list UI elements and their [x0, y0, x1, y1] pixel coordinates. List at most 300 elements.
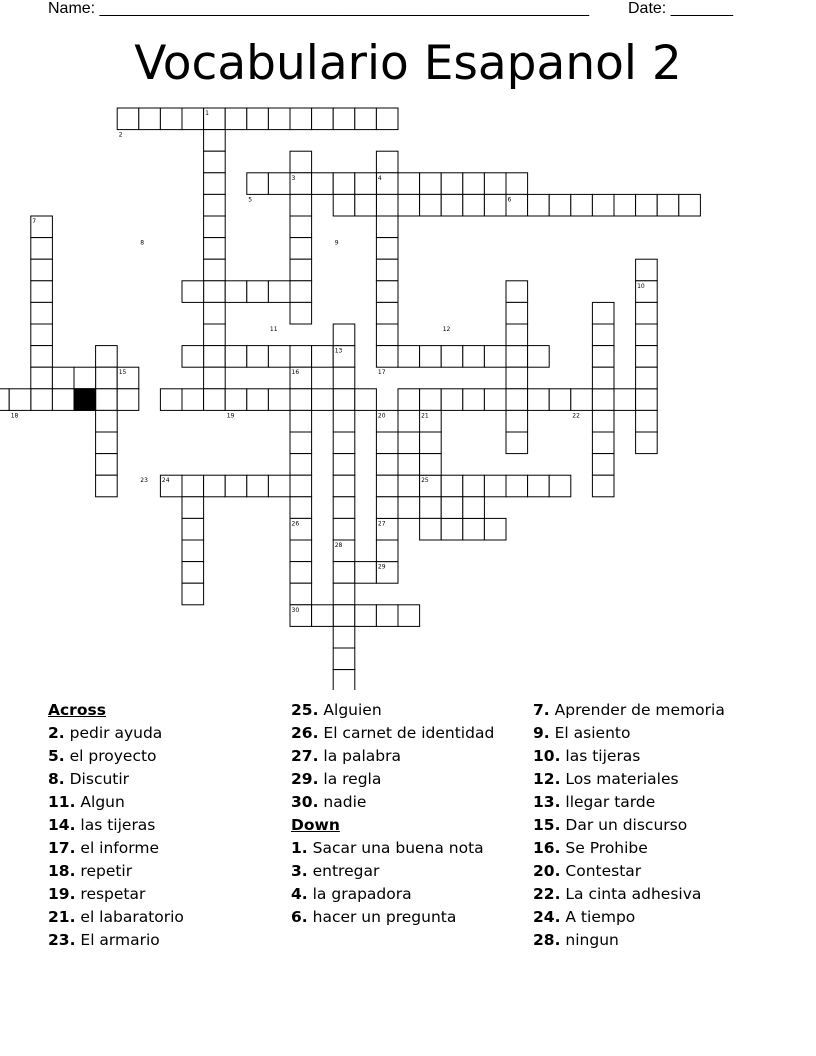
- grid-cell[interactable]: [0, 389, 9, 411]
- clue-number: 12.: [533, 770, 561, 788]
- clue-number: 3.: [291, 862, 308, 880]
- grid-cell[interactable]: [355, 562, 377, 584]
- clue-text: el labaratorio: [80, 908, 184, 926]
- clue-text: la palabra: [323, 747, 401, 765]
- grid-cell[interactable]: [463, 194, 485, 216]
- grid-cell[interactable]: [333, 367, 355, 389]
- grid-cell[interactable]: [636, 302, 658, 324]
- grid-cell[interactable]: [441, 389, 463, 411]
- grid-cell[interactable]: [592, 454, 614, 476]
- grid-cell[interactable]: [333, 497, 355, 519]
- grid-cell[interactable]: [506, 432, 528, 454]
- grid-cell[interactable]: [376, 605, 398, 627]
- grid-cell[interactable]: [225, 346, 247, 368]
- grid-cell[interactable]: [484, 389, 506, 411]
- grid-cell[interactable]: [376, 346, 398, 368]
- grid-cell[interactable]: [398, 432, 420, 454]
- grid-cell[interactable]: [204, 346, 226, 368]
- grid-cell[interactable]: [636, 346, 658, 368]
- clue-text: la regla: [323, 770, 382, 788]
- down-clue: [533, 930, 773, 951]
- grid-cell[interactable]: [204, 130, 226, 152]
- grid-cell[interactable]: [333, 194, 355, 216]
- grid-cell[interactable]: [290, 194, 312, 216]
- grid-cell[interactable]: [463, 389, 485, 411]
- grid-cell[interactable]: [592, 346, 614, 368]
- grid-cell[interactable]: [96, 475, 118, 497]
- clue-number: 13.: [533, 793, 561, 811]
- grid-cell[interactable]: [333, 648, 355, 670]
- grid-cell[interactable]: [204, 216, 226, 238]
- grid-cell[interactable]: [204, 475, 226, 497]
- grid-cell[interactable]: [506, 302, 528, 324]
- grid-cell[interactable]: [333, 583, 355, 605]
- grid-cell[interactable]: [96, 367, 118, 389]
- grid-cell[interactable]: [204, 367, 226, 389]
- grid-cell[interactable]: [52, 389, 74, 411]
- grid-cell[interactable]: [182, 346, 204, 368]
- grid-cell[interactable]: [290, 410, 312, 432]
- down-clue-list-continued: [533, 700, 773, 951]
- down-clue: [533, 746, 773, 767]
- across-clue: [48, 815, 278, 836]
- grid-cell[interactable]: [484, 518, 506, 540]
- clue-number: 25: [421, 477, 429, 485]
- grid-cell[interactable]: [528, 346, 550, 368]
- grid-cell[interactable]: [31, 389, 53, 411]
- grid-cell[interactable]: [247, 475, 269, 497]
- grid-cell[interactable]: [441, 518, 463, 540]
- across-clue: [291, 700, 521, 721]
- clue-number: 15.: [533, 816, 561, 834]
- clue-number: 19.: [48, 885, 76, 903]
- grid-cell[interactable]: [31, 367, 53, 389]
- grid-cell[interactable]: [592, 410, 614, 432]
- grid-cell[interactable]: [290, 475, 312, 497]
- grid-cell[interactable]: [204, 259, 226, 281]
- clue-text: entregar: [312, 862, 380, 880]
- clue-text: pedir ayuda: [69, 724, 163, 742]
- grid-cell[interactable]: [268, 346, 290, 368]
- grid-cell[interactable]: [506, 324, 528, 346]
- grid-cell[interactable]: [441, 173, 463, 195]
- grid-cell[interactable]: [420, 454, 442, 476]
- clue-number: 2: [118, 131, 123, 139]
- grid-cell[interactable]: [355, 173, 377, 195]
- grid-cell[interactable]: [506, 389, 528, 411]
- grid-cell[interactable]: [31, 238, 53, 260]
- clue-column-1: [48, 700, 278, 953]
- grid-cell[interactable]: [139, 108, 161, 130]
- grid-cell[interactable]: [614, 389, 636, 411]
- clue-number: 26.: [291, 724, 319, 742]
- clue-number: 20: [377, 412, 386, 420]
- across-clue: [48, 723, 278, 744]
- grid-cell[interactable]: [333, 324, 355, 346]
- grid-cell[interactable]: [312, 346, 334, 368]
- grid-cell[interactable]: [333, 605, 355, 627]
- grid-cell[interactable]: [376, 259, 398, 281]
- grid-cell[interactable]: [117, 108, 139, 130]
- grid-cell[interactable]: [268, 475, 290, 497]
- grid-cell[interactable]: [290, 389, 312, 411]
- across-clue-list-continued: [291, 700, 521, 813]
- grid-cell[interactable]: [614, 194, 636, 216]
- clue-number: 10.: [533, 747, 561, 765]
- down-clue: [291, 907, 521, 928]
- clue-number: 11: [269, 326, 278, 333]
- clue-number: 5.: [48, 747, 65, 765]
- clue-number: 17.: [48, 839, 76, 857]
- grid-cell[interactable]: [398, 173, 420, 195]
- grid-cell[interactable]: [398, 454, 420, 476]
- grid-cell[interactable]: [74, 367, 96, 389]
- grid-cell[interactable]: [290, 259, 312, 281]
- grid-cell[interactable]: [679, 194, 701, 216]
- grid-cell[interactable]: [528, 194, 550, 216]
- grid-cell[interactable]: [506, 367, 528, 389]
- grid-cell[interactable]: [290, 151, 312, 173]
- grid-cell[interactable]: [636, 367, 658, 389]
- across-clue: [48, 838, 278, 859]
- grid-cell[interactable]: [9, 389, 31, 411]
- grid-cell[interactable]: [549, 389, 571, 411]
- grid-cell[interactable]: [420, 173, 442, 195]
- grid-cell[interactable]: [204, 194, 226, 216]
- grid-cell[interactable]: [96, 454, 118, 476]
- across-clue: [291, 746, 521, 767]
- grid-cell[interactable]: [290, 540, 312, 562]
- grid-cell[interactable]: [657, 194, 679, 216]
- clue-number: 29.: [291, 770, 319, 788]
- grid-cell[interactable]: [636, 432, 658, 454]
- grid-cell[interactable]: [592, 194, 614, 216]
- grid-cell[interactable]: [182, 497, 204, 519]
- clue-text: Sacar una buena nota: [312, 839, 484, 857]
- across-clue: [48, 792, 278, 813]
- clue-number: 30: [291, 606, 300, 614]
- clue-number: 27.: [291, 747, 319, 765]
- grid-cell[interactable]: [290, 432, 312, 454]
- date-field[interactable]: Date: _______: [628, 0, 733, 17]
- clue-number: 19: [226, 412, 235, 420]
- grid-cell[interactable]: [376, 475, 398, 497]
- grid-cell[interactable]: [290, 302, 312, 324]
- clue-number: 28: [334, 542, 343, 549]
- clue-number: 22.: [533, 885, 561, 903]
- grid-cell[interactable]: [355, 389, 377, 411]
- down-clue: [533, 792, 773, 813]
- grid-cell[interactable]: [290, 108, 312, 130]
- clue-number: 30.: [291, 793, 319, 811]
- grid-cell[interactable]: [117, 389, 139, 411]
- clue-number: 28.: [533, 931, 561, 949]
- grid-cell[interactable]: [225, 108, 247, 130]
- grid-cell[interactable]: [333, 410, 355, 432]
- across-clue: [291, 723, 521, 744]
- grid-cell[interactable]: [420, 497, 442, 519]
- grid-cell[interactable]: [571, 194, 593, 216]
- grid-cell[interactable]: [204, 238, 226, 260]
- across-heading: Across: [48, 701, 106, 719]
- grid-cell[interactable]: [31, 281, 53, 303]
- grid-cell[interactable]: [376, 108, 398, 130]
- clue-text: Dar un discurso: [565, 816, 688, 834]
- grid-cell[interactable]: [528, 475, 550, 497]
- clue-number: 26: [291, 520, 300, 528]
- grid-cell[interactable]: [592, 367, 614, 389]
- grid-cell[interactable]: [376, 281, 398, 303]
- grid-cell[interactable]: [182, 475, 204, 497]
- grid-cell[interactable]: [463, 346, 485, 368]
- grid-cell[interactable]: [420, 389, 442, 411]
- grid-cell[interactable]: [96, 389, 118, 411]
- down-heading: Down: [291, 816, 340, 834]
- clue-number: 1.: [291, 839, 308, 857]
- grid-cell[interactable]: [247, 173, 269, 195]
- grid-cell[interactable]: [333, 173, 355, 195]
- grid-cell[interactable]: [247, 346, 269, 368]
- grid-cell[interactable]: [592, 475, 614, 497]
- clue-text: las tijeras: [565, 747, 641, 765]
- grid-cell[interactable]: [182, 389, 204, 411]
- grid-cell[interactable]: [268, 389, 290, 411]
- grid-cell[interactable]: [204, 151, 226, 173]
- clue-number: 14.: [48, 816, 76, 834]
- grid-cell[interactable]: [182, 108, 204, 130]
- grid-cell[interactable]: [463, 518, 485, 540]
- grid-cell[interactable]: [376, 454, 398, 476]
- grid-cell[interactable]: [592, 389, 614, 411]
- down-clue: [533, 815, 773, 836]
- grid-cell[interactable]: [376, 151, 398, 173]
- clue-number: 10: [637, 282, 645, 290]
- grid-cell[interactable]: [225, 475, 247, 497]
- grid-cell[interactable]: [528, 389, 550, 411]
- clue-number: 7.: [533, 701, 550, 719]
- grid-cell[interactable]: [441, 346, 463, 368]
- down-clue: [533, 838, 773, 859]
- grid-cell[interactable]: [96, 432, 118, 454]
- grid-cell[interactable]: [549, 194, 571, 216]
- clue-number: 8.: [48, 770, 65, 788]
- grid-cell[interactable]: [333, 108, 355, 130]
- clue-text: Los materiales: [565, 770, 679, 788]
- grid-cell[interactable]: [333, 670, 355, 690]
- grid-cell[interactable]: [355, 605, 377, 627]
- grid-cell[interactable]: [484, 173, 506, 195]
- grid-cell[interactable]: [31, 346, 53, 368]
- clue-number: 8: [140, 239, 145, 247]
- grid-cell[interactable]: [376, 302, 398, 324]
- clue-text: El armario: [80, 931, 160, 949]
- grid-cell[interactable]: [592, 324, 614, 346]
- clue-number: 24.: [533, 908, 561, 926]
- grid-cell[interactable]: [268, 173, 290, 195]
- grid-cell[interactable]: [96, 346, 118, 368]
- grid-cell[interactable]: [376, 238, 398, 260]
- grid-cell[interactable]: [355, 108, 377, 130]
- grid-cell[interactable]: [376, 497, 398, 519]
- across-clue: [48, 746, 278, 767]
- grid-cell[interactable]: [636, 410, 658, 432]
- grid-cell[interactable]: [333, 626, 355, 648]
- grid-cell[interactable]: [312, 173, 334, 195]
- grid-cell[interactable]: [290, 216, 312, 238]
- clue-number: 7: [32, 218, 37, 225]
- grid-cell[interactable]: [333, 562, 355, 584]
- grid-cell[interactable]: [398, 497, 420, 519]
- grid-cell[interactable]: [398, 389, 420, 411]
- grid-cell[interactable]: [420, 518, 442, 540]
- down-clue: [533, 861, 773, 882]
- grid-cell[interactable]: [376, 540, 398, 562]
- grid-cell[interactable]: [592, 432, 614, 454]
- grid-cell[interactable]: [312, 108, 334, 130]
- grid-cell[interactable]: [204, 324, 226, 346]
- grid-cell[interactable]: [333, 454, 355, 476]
- grid-cell[interactable]: [463, 173, 485, 195]
- grid-cell[interactable]: [636, 259, 658, 281]
- grid-cell[interactable]: [182, 562, 204, 584]
- grid-cell[interactable]: [484, 346, 506, 368]
- grid-cell[interactable]: [182, 583, 204, 605]
- grid-cell[interactable]: [398, 475, 420, 497]
- grid-cell[interactable]: [398, 605, 420, 627]
- grid-cell[interactable]: [506, 173, 528, 195]
- clue-text: las tijeras: [80, 816, 156, 834]
- grid-cell[interactable]: [333, 432, 355, 454]
- clue-number: 11.: [48, 793, 76, 811]
- clue-text: Algun: [80, 793, 125, 811]
- clue-number: 6: [507, 196, 512, 204]
- grid-cell[interactable]: [333, 518, 355, 540]
- grid-cell[interactable]: [204, 173, 226, 195]
- grid-cell[interactable]: [290, 454, 312, 476]
- across-clue: [48, 907, 278, 928]
- grid-cell[interactable]: [160, 389, 182, 411]
- grid-cell[interactable]: [204, 281, 226, 303]
- clue-number: 25.: [291, 701, 319, 719]
- grid-cell[interactable]: [225, 389, 247, 411]
- grid-cell[interactable]: [96, 410, 118, 432]
- clue-number: 21.: [48, 908, 76, 926]
- grid-cell[interactable]: [463, 497, 485, 519]
- clue-text: El carnet de identidad: [323, 724, 495, 742]
- grid-cell[interactable]: [247, 281, 269, 303]
- grid-cell[interactable]: [506, 475, 528, 497]
- grid-cell[interactable]: [376, 216, 398, 238]
- grid-cell[interactable]: [463, 475, 485, 497]
- grid-cell[interactable]: [506, 346, 528, 368]
- grid-cell[interactable]: [376, 432, 398, 454]
- grid-cell[interactable]: [290, 583, 312, 605]
- grid-cell[interactable]: [376, 324, 398, 346]
- down-clue: [533, 723, 773, 744]
- grid-cell[interactable]: [312, 389, 334, 411]
- grid-cell[interactable]: [636, 324, 658, 346]
- grid-cell[interactable]: [333, 475, 355, 497]
- grid-cell[interactable]: [182, 518, 204, 540]
- down-clue: [533, 884, 773, 905]
- grid-cell[interactable]: [441, 475, 463, 497]
- grid-cell[interactable]: [31, 302, 53, 324]
- grid-cell[interactable]: [290, 281, 312, 303]
- name-field[interactable]: Name: _______________________________________________________: [48, 0, 589, 17]
- grid-cell[interactable]: [160, 108, 182, 130]
- grid-cell[interactable]: [247, 108, 269, 130]
- clue-number: 17: [377, 369, 386, 377]
- clue-number: 21: [421, 412, 429, 420]
- grid-cell[interactable]: [484, 475, 506, 497]
- grid-cell[interactable]: [506, 281, 528, 303]
- grid-cell[interactable]: [312, 605, 334, 627]
- grid-cell[interactable]: [290, 562, 312, 584]
- grid-cell[interactable]: [636, 389, 658, 411]
- grid-cell[interactable]: [268, 108, 290, 130]
- down-clue-list: [291, 838, 521, 928]
- grid-cell[interactable]: [420, 346, 442, 368]
- grid-cell[interactable]: [441, 497, 463, 519]
- grid-cell[interactable]: [268, 281, 290, 303]
- grid-cell[interactable]: [225, 281, 247, 303]
- grid-cell[interactable]: [204, 389, 226, 411]
- grid-cell[interactable]: [31, 324, 53, 346]
- clue-column-2: [291, 700, 521, 930]
- across-clue-list: [48, 723, 278, 951]
- clue-number: 9: [334, 239, 339, 247]
- grid-cell[interactable]: [31, 259, 53, 281]
- grid-cell[interactable]: [506, 410, 528, 432]
- clue-number: 24: [161, 477, 170, 485]
- across-clue: [291, 792, 521, 813]
- grid-cell[interactable]: [420, 432, 442, 454]
- clue-number: 23: [140, 477, 148, 485]
- page-title: Vocabulario Esapanol 2: [134, 36, 682, 91]
- grid-cell[interactable]: [636, 194, 658, 216]
- grid-cell[interactable]: [52, 367, 74, 389]
- grid-cell[interactable]: [290, 497, 312, 519]
- clue-text: el informe: [80, 839, 159, 857]
- grid-cell[interactable]: [290, 238, 312, 260]
- grid-cell[interactable]: [441, 194, 463, 216]
- clue-text: el proyecto: [69, 747, 157, 765]
- grid-cell[interactable]: [571, 389, 593, 411]
- clue-text: Alguien: [323, 701, 382, 719]
- grid-cell[interactable]: [182, 540, 204, 562]
- grid-cell[interactable]: [398, 194, 420, 216]
- grid-cell[interactable]: [376, 194, 398, 216]
- clue-number: 20.: [533, 862, 561, 880]
- grid-cell[interactable]: [247, 389, 269, 411]
- grid-cell[interactable]: [484, 194, 506, 216]
- clue-text: Contestar: [565, 862, 642, 880]
- grid-cell[interactable]: [204, 302, 226, 324]
- clue-text: Se Prohibe: [565, 839, 648, 857]
- grid-cell[interactable]: [333, 389, 355, 411]
- grid-cell[interactable]: [592, 302, 614, 324]
- grid-cell[interactable]: [355, 194, 377, 216]
- grid-cell[interactable]: [290, 346, 312, 368]
- clue-number: 6.: [291, 908, 308, 926]
- grid-cell[interactable]: [398, 346, 420, 368]
- grid-cell[interactable]: [182, 281, 204, 303]
- clue-number: 4: [377, 174, 382, 182]
- grid-cell[interactable]: [420, 194, 442, 216]
- clue-text: Discutir: [69, 770, 130, 788]
- clue-number: 13: [334, 347, 343, 355]
- grid-cell[interactable]: [549, 475, 571, 497]
